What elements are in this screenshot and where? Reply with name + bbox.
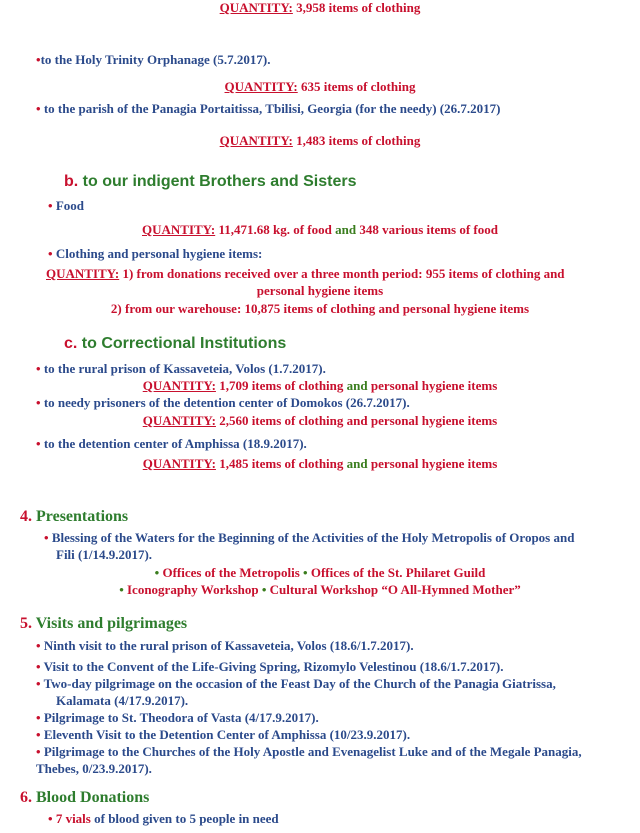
bullet: • [36, 436, 41, 451]
list-item-text-continued: Kalamata (4/17.9.2017). [56, 693, 189, 708]
place-bullet: • [303, 565, 308, 580]
places-row-2 [0, 582, 640, 598]
list-item-food [48, 198, 84, 214]
qty-label: QUANTITY: [219, 133, 293, 148]
section-title: Presentations [36, 508, 129, 525]
qty-value: 1) from donations received over a three month period: 955 items of clothing and [122, 266, 565, 281]
bullet: • [48, 246, 53, 261]
section-title: to Correctional Institutions [81, 335, 287, 352]
qty-line-domokos [0, 413, 640, 429]
place-bullet: • [261, 582, 267, 597]
qty-value: 348 various items of food [359, 222, 498, 237]
list-item-blood [48, 811, 279, 827]
list-item-text: to needy prisoners of the detention center of Domokos (26.7.2017). [43, 395, 410, 410]
place-name: Cultural Workshop “O All-Hymned Mother” [269, 582, 521, 597]
list-item-text-continued: Fili (1/14.9.2017). [56, 547, 153, 562]
qty-value: 1,709 items of clothing [219, 378, 344, 393]
section-title: to our indigent Brothers and Sisters [82, 173, 357, 190]
place-name: Iconography Workshop [127, 582, 259, 597]
bullet: • [36, 710, 41, 725]
list-item-text: to the parish of the Panagia Portaitissa, Tbilisi, Georgia (for the needy) (26.7.2017) [43, 101, 501, 116]
bullet: • [36, 659, 41, 674]
qty-value: personal hygiene items [370, 378, 498, 393]
qty-line-tbilisi [0, 133, 640, 149]
section-heading-5 [20, 614, 187, 634]
qty-value: 1,485 items of clothing [219, 456, 344, 471]
places-row-1 [0, 565, 640, 581]
list-item-amphissa [36, 436, 307, 452]
section-title: Blood Donations [36, 789, 150, 806]
list-item-text: to the rural prison of Kassaveteia, Volos (1.7.2017). [43, 361, 326, 376]
blood-count: 7 vials [55, 811, 91, 826]
qty-value: 635 items of clothing [300, 79, 416, 94]
qty-value: personal hygiene items [370, 456, 498, 471]
qty-conjunction: and [346, 378, 368, 393]
list-item-visit [36, 727, 410, 743]
bullet: • [36, 727, 41, 742]
qty-line-food [0, 222, 640, 238]
list-item-text: Food [55, 198, 84, 213]
list-item-text: Ninth visit to the rural prison of Kassaveteia, Volos (18.6/1.7.2017). [43, 638, 414, 653]
section-number: 6. [20, 789, 32, 806]
bullet: • [36, 744, 41, 759]
list-item-presentation [44, 530, 574, 546]
qty-label: QUANTITY: [142, 378, 216, 393]
qty-label: QUANTITY: [224, 79, 298, 94]
qty-line-amphissa [0, 456, 640, 472]
qty-line-hygiene-3 [0, 301, 640, 317]
qty-label: QUANTITY: [142, 413, 216, 428]
qty-value: personal hygiene items [256, 283, 384, 298]
list-item-visit [36, 676, 556, 692]
qty-line-trinity [0, 79, 640, 95]
qty-label: QUANTITY: [142, 456, 216, 471]
qty-line-top [0, 0, 640, 16]
list-item-text: to the detention center of Amphissa (18.9.2017). [43, 436, 307, 451]
bullet: • [48, 198, 53, 213]
section-heading-4 [20, 507, 128, 527]
place-name: Offices of the Metropolis [162, 565, 300, 580]
bullet: • [36, 101, 41, 116]
qty-value: 3,958 items of clothing [296, 0, 421, 15]
list-item-text: Two-day pilgrimage on the occasion of the Feast Day of the Church of the Panagia Giatrissa, [43, 676, 556, 691]
qty-label: QUANTITY: [46, 266, 120, 281]
list-item-visit [36, 744, 582, 760]
bullet: • [48, 811, 53, 826]
section-number: 5. [20, 615, 32, 632]
qty-value: 1,483 items of clothing [296, 133, 421, 148]
section-letter: c. [64, 335, 78, 352]
list-item-text: Visit to the Convent of the Life-Giving Spring, Rizomylo Velestinou (18.6/1.7.2017). [43, 659, 504, 674]
place-bullet: • [119, 582, 124, 597]
list-item-domokos [36, 395, 410, 411]
section-heading-c [64, 334, 286, 354]
list-item-text: of blood given to 5 people in need [94, 811, 279, 826]
qty-label: QUANTITY: [219, 0, 293, 15]
bullet: • [36, 638, 41, 653]
qty-value: 2,560 items of clothing and personal hygiene items [219, 413, 498, 428]
list-item-visit [36, 638, 414, 654]
qty-conjunction: and [335, 222, 357, 237]
qty-value: 2) from our warehouse: 10,875 items of clothing and personal hygiene items [110, 301, 530, 316]
qty-line-hygiene-2 [0, 283, 640, 299]
qty-line-hygiene-1 [46, 266, 565, 282]
section-title: Visits and pilgrimages [35, 615, 188, 632]
list-item-text: Pilgrimage to the Churches of the Holy Apostle and Evenagelist Luke and of the Megale Panagia, [43, 744, 582, 759]
list-item-text: to the Holy Trinity Orphanage (5.7.2017). [40, 52, 271, 67]
bullet: • [44, 530, 49, 545]
bullet: • [36, 676, 41, 691]
list-item-visit [36, 659, 504, 675]
qty-conjunction: and [346, 456, 368, 471]
place-bullet: • [154, 565, 160, 580]
list-item-text: Clothing and personal hygiene items: [55, 246, 263, 261]
list-item-trinity [36, 52, 270, 68]
bullet: • [36, 52, 41, 67]
list-item-volos [36, 361, 326, 377]
list-item-text: Pilgrimage to St. Theodora of Vasta (4/17.9.2017). [43, 710, 319, 725]
section-heading-b [64, 172, 356, 192]
section-heading-6 [20, 788, 149, 808]
list-item-text: Blessing of the Waters for the Beginning of the Activities of the Holy Metropolis of Oropos and [51, 530, 575, 545]
bullet: • [36, 361, 41, 376]
section-letter: b. [64, 173, 79, 190]
qty-line-volos [0, 378, 640, 394]
qty-label: QUANTITY: [142, 222, 216, 237]
list-item-tbilisi [36, 101, 500, 117]
qty-value: 11,471.68 kg. of food [218, 222, 332, 237]
list-item-text-continued: Thebes, 0/23.9.2017). [36, 761, 152, 776]
list-item-visit [36, 710, 319, 726]
list-item-hygiene [48, 246, 262, 262]
list-item-text: Eleventh Visit to the Detention Center of Amphissa (10/23.9.2017). [43, 727, 411, 742]
section-number: 4. [20, 508, 32, 525]
bullet: • [36, 395, 41, 410]
place-name: Offices of the St. Philaret Guild [310, 565, 486, 580]
